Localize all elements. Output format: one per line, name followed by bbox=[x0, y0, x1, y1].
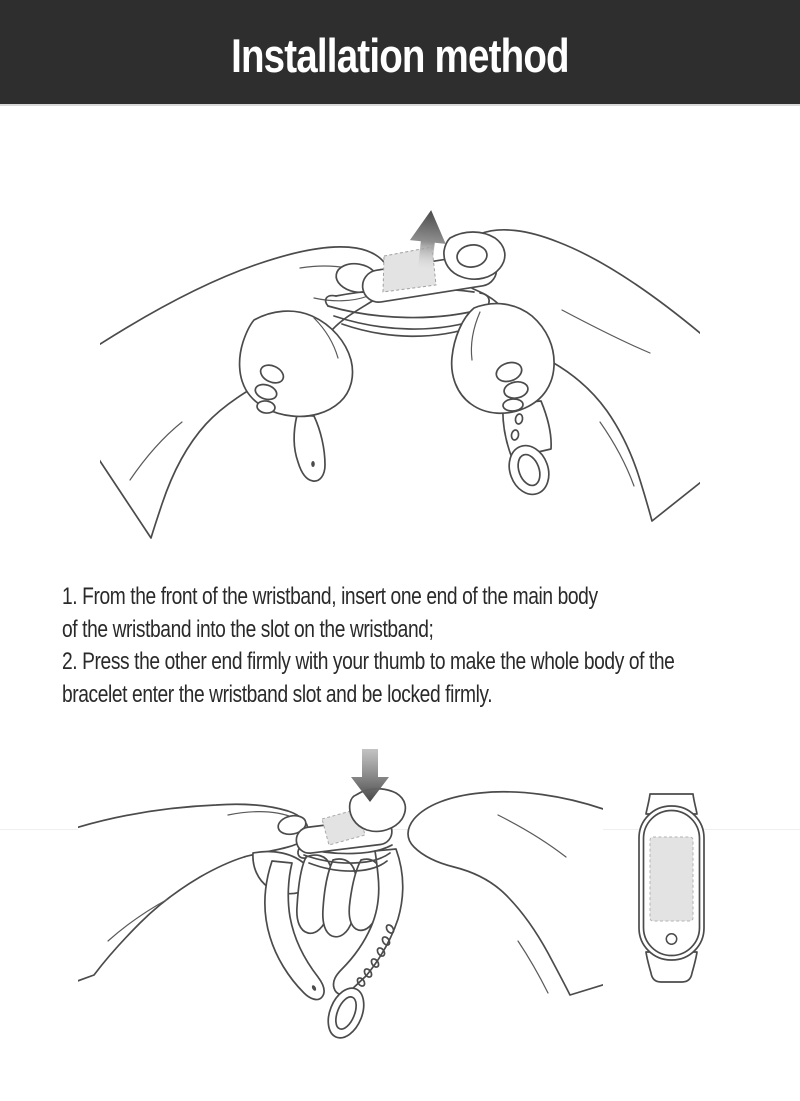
band-screen bbox=[650, 837, 693, 921]
step1-illustration bbox=[100, 190, 700, 570]
page-title: Installation method bbox=[231, 28, 569, 82]
step2-illustration bbox=[78, 745, 603, 1055]
right-index-fingertip bbox=[444, 232, 505, 279]
band-body bbox=[639, 806, 704, 960]
header-bar bbox=[0, 0, 800, 106]
instruction-line-1: 1. From the front of the wristband, insert one end of the main body bbox=[62, 583, 598, 610]
left-strap bbox=[294, 415, 325, 481]
instruction-line-3: 2. Press the other end firmly with your thumb to make the whole body of the bbox=[62, 648, 675, 675]
right-strap bbox=[503, 401, 556, 500]
band-button bbox=[666, 934, 676, 944]
instruction-line-4: bracelet enter the wristband slot and be locked firmly. bbox=[62, 680, 493, 708]
instruction-line-2: of the wristband into the slot on the wristband; bbox=[62, 615, 434, 643]
instructions bbox=[62, 581, 792, 711]
right-hand bbox=[408, 792, 603, 995]
band-front-view bbox=[630, 793, 750, 988]
right-thumb bbox=[350, 789, 406, 832]
fingers-in-loop bbox=[297, 855, 383, 937]
